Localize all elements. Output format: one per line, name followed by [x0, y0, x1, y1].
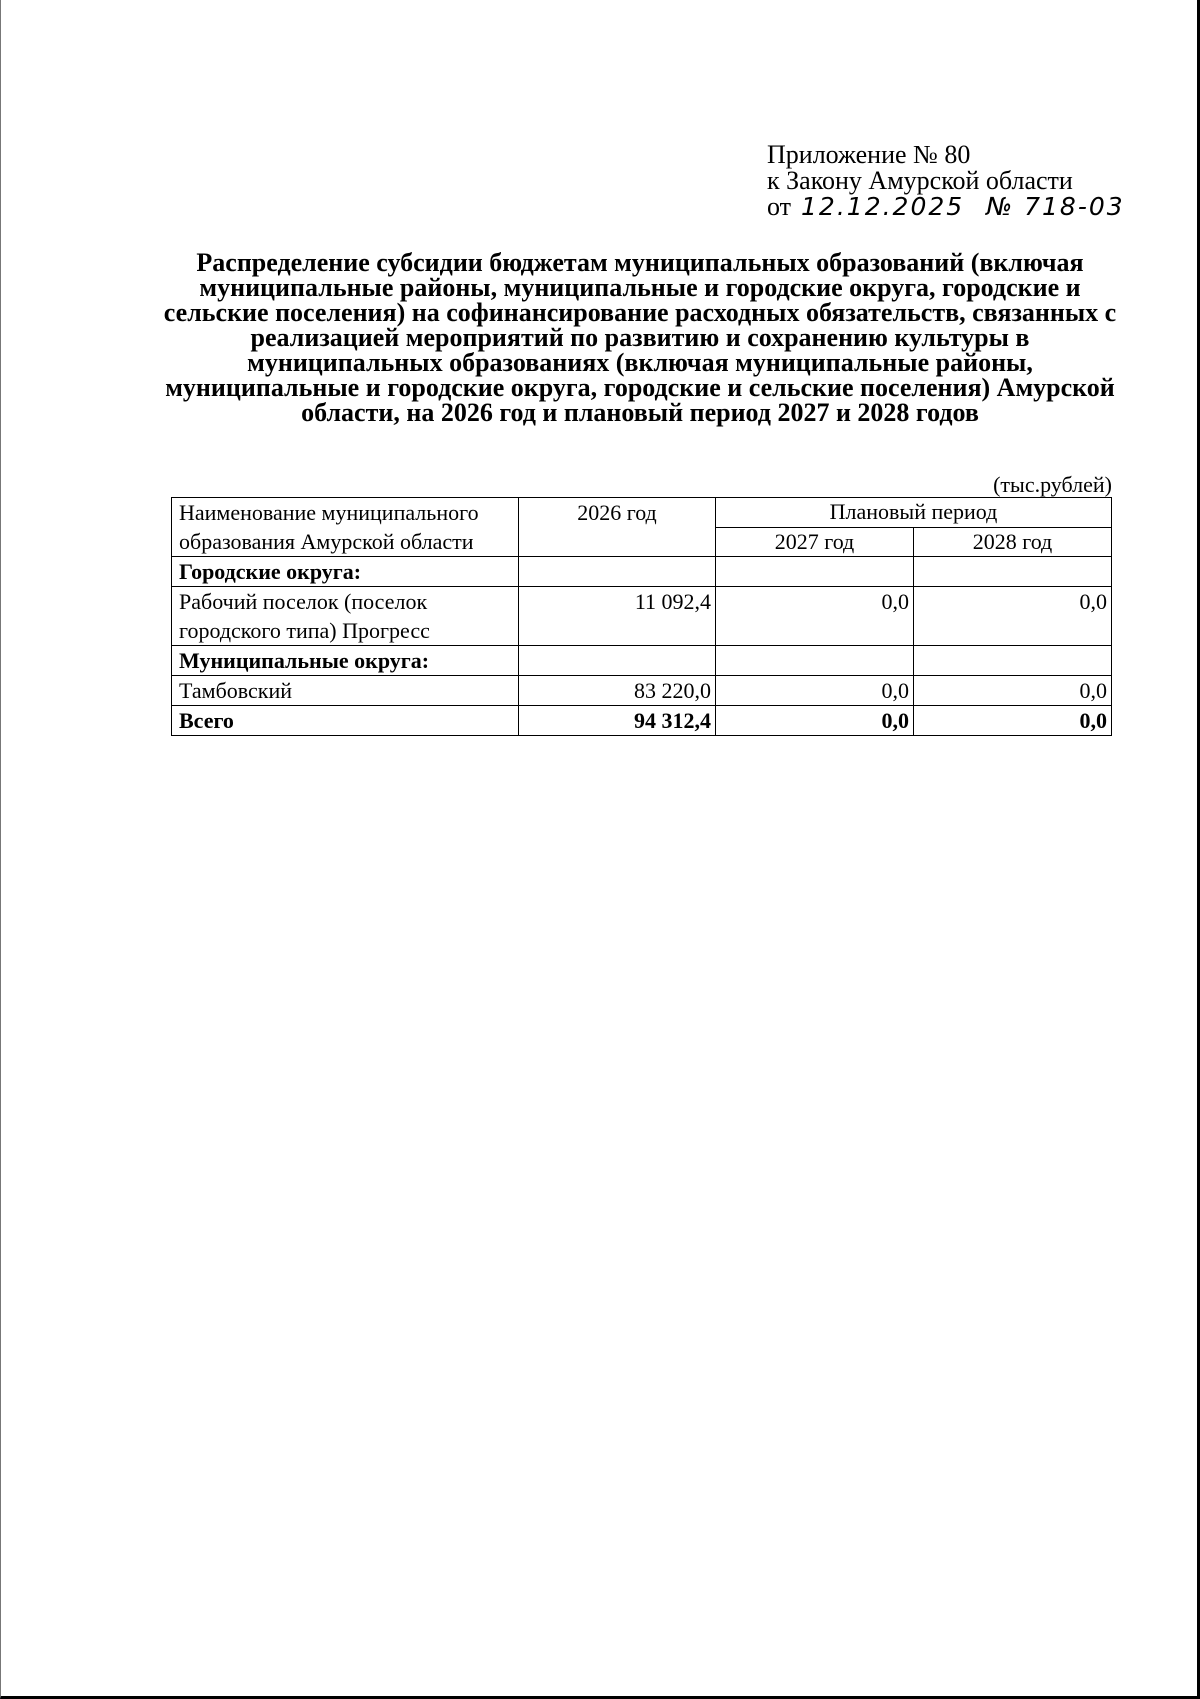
- municipality-name: Тамбовский: [172, 676, 519, 706]
- table-header-row: [172, 498, 1112, 528]
- value-2027: 0,0: [716, 676, 914, 706]
- total-2026: 94 312,4: [519, 706, 716, 736]
- appendix-law-reference: к Закону Амурской области: [767, 166, 1073, 195]
- empty-cell: [519, 557, 716, 587]
- empty-cell: [716, 557, 914, 587]
- header-municipality-name: [172, 498, 519, 557]
- header-name-line2: образования Амурской области: [179, 529, 474, 554]
- group-label: Муниципальные округа:: [172, 646, 519, 676]
- table-row-group-municipal-districts: [172, 646, 1112, 676]
- table-row: [172, 676, 1112, 706]
- appendix-number: Приложение № 80: [767, 140, 971, 169]
- appendix-date-prefix: от: [767, 192, 792, 221]
- handwritten-date: 12.12.2025: [801, 192, 965, 221]
- header-plan-period: Плановый период: [716, 498, 1112, 528]
- municipality-name-line1: Рабочий поселок (поселок: [179, 589, 428, 614]
- header-year-2028: 2028 год: [914, 527, 1112, 557]
- empty-cell: [519, 646, 716, 676]
- municipality-name-line2: городского типа) Прогресс: [179, 618, 430, 643]
- total-label: Всего: [172, 706, 519, 736]
- table-row-group-city-districts: [172, 557, 1112, 587]
- appendix-date-line: [767, 194, 1125, 220]
- appendix-header: [767, 142, 1125, 220]
- table-row: [172, 587, 1112, 646]
- value-2028: 0,0: [914, 676, 1112, 706]
- subsidy-distribution-table: [171, 497, 1112, 736]
- handwritten-law-number: № 718-03: [986, 192, 1125, 221]
- municipality-name: [172, 587, 519, 646]
- value-2026: 11 092,4: [519, 587, 716, 646]
- header-name-line1: Наименование муниципального: [179, 500, 479, 525]
- document-title: Распределение субсидии бюджетам муниципальных образований (включая муниципальные районы, муниципальные и городские округа, городские и сельские поселения) на софинансирование расходных обязательств, связанных с реализацией мероприятий по развитию и сохранению культуры в муниципальных образованиях (включая муниципальные районы, муниципальные и городские округа, городские и сельские поселения) Амурской области, на 2026 год и плановый период 2027 и 2028 годов: [163, 248, 1117, 427]
- group-label: Городские округа:: [172, 557, 519, 587]
- empty-cell: [914, 646, 1112, 676]
- total-2027: 0,0: [716, 706, 914, 736]
- value-2026: 83 220,0: [519, 676, 716, 706]
- header-year-2026: 2026 год: [519, 498, 716, 557]
- empty-cell: [914, 557, 1112, 587]
- units-label: (тыс.рублей): [993, 472, 1112, 497]
- value-2028: 0,0: [914, 587, 1112, 646]
- header-year-2027: 2027 год: [716, 527, 914, 557]
- table-row-total: [172, 706, 1112, 736]
- value-2027: 0,0: [716, 587, 914, 646]
- empty-cell: [716, 646, 914, 676]
- total-2028: 0,0: [914, 706, 1112, 736]
